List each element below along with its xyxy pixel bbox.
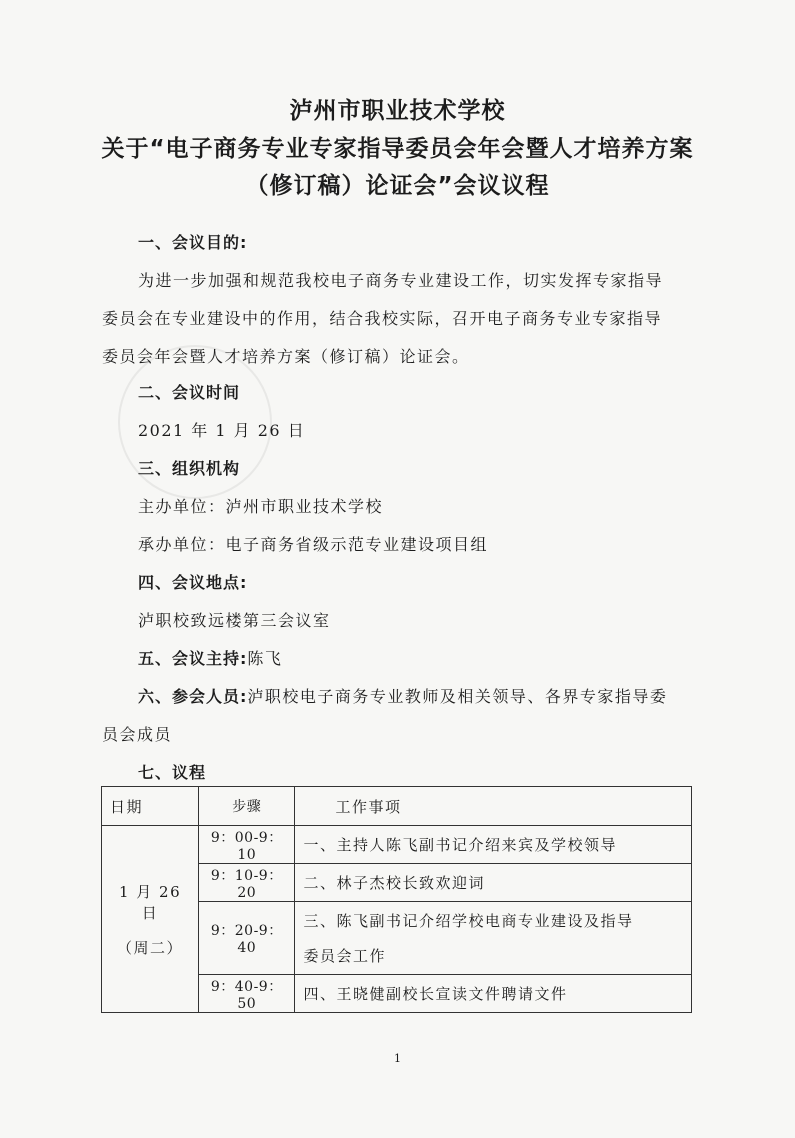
venue-value: 泸职校致远楼第三会议室 (138, 611, 331, 630)
page-number: 1 (394, 1052, 401, 1065)
document-title-line2: 关于“电子商务专业专家指导委员会年会暨人才培养方案 (101, 136, 694, 162)
agenda-item: 四、王晓健副校长宣读文件聘请文件 (295, 975, 692, 1013)
agenda-header-row (102, 787, 692, 826)
purpose-heading: 一、会议目的: (138, 233, 248, 252)
time-value: 2021 年 1 月 26 日 (138, 421, 306, 440)
agenda-item-line2: 委员会工作 (303, 947, 386, 965)
agenda-date: 1 月 26 日 (118, 882, 182, 922)
venue-heading: 四、会议地点: (138, 573, 248, 592)
header-date: 日期 (102, 787, 199, 826)
organization-host: 主办单位：泸州市职业技术学校 (138, 497, 384, 516)
agenda-item: 一、主持人陈飞副书记介绍来宾及学校领导 (295, 826, 692, 864)
agenda-time: 9：10-9：20 (199, 864, 295, 902)
organization-heading: 三、组织机构 (138, 459, 241, 478)
agenda-date-cell (102, 826, 199, 1013)
time-heading: 二、会议时间 (138, 383, 241, 402)
attendees-heading: 六、参会人员: (138, 687, 248, 706)
purpose-text-line2: 委员会在专业建设中的作用，结合我校实际，召开电子商务专业专家指导 (102, 309, 663, 328)
purpose-text-line1: 为进一步加强和规范我校电子商务专业建设工作，切实发挥专家指导 (138, 271, 664, 290)
attendees-text-line1: 泸职校电子商务专业教师及相关领导、各界专家指导委 (247, 687, 668, 706)
attendees-text-line2: 员会成员 (102, 725, 173, 744)
agenda-weekday: （周二） (117, 938, 184, 957)
document-title-line3: （修订稿）论证会”会议议程 (245, 173, 550, 199)
organization-organizer: 承办单位：电子商务省级示范专业建设项目组 (138, 535, 489, 554)
agenda-item-multiline (295, 902, 692, 975)
agenda-time: 9：40-9：50 (199, 975, 295, 1013)
header-step: 步骤 (199, 787, 295, 826)
document-title-line1: 泸州市职业技术学校 (289, 98, 506, 124)
agenda-time: 9：00-9：10 (199, 826, 295, 864)
purpose-text-line3: 委员会年会暨人才培养方案（修订稿）论证会。 (102, 347, 470, 366)
agenda-item: 二、林子杰校长致欢迎词 (295, 864, 692, 902)
agenda-time: 9：20-9：40 (199, 902, 295, 975)
attendees-line (138, 684, 667, 707)
chair-line (138, 646, 282, 669)
chair-heading: 五、会议主持: (138, 649, 248, 668)
agenda-item-line1: 三、陈飞副书记介绍学校电商专业建设及指导 (303, 912, 634, 930)
agenda-table (101, 786, 692, 1013)
table-row (102, 826, 692, 864)
header-item: 工作事项 (295, 787, 692, 826)
agenda-heading: 七、议程 (138, 763, 207, 782)
chair-value: 陈飞 (247, 649, 283, 668)
